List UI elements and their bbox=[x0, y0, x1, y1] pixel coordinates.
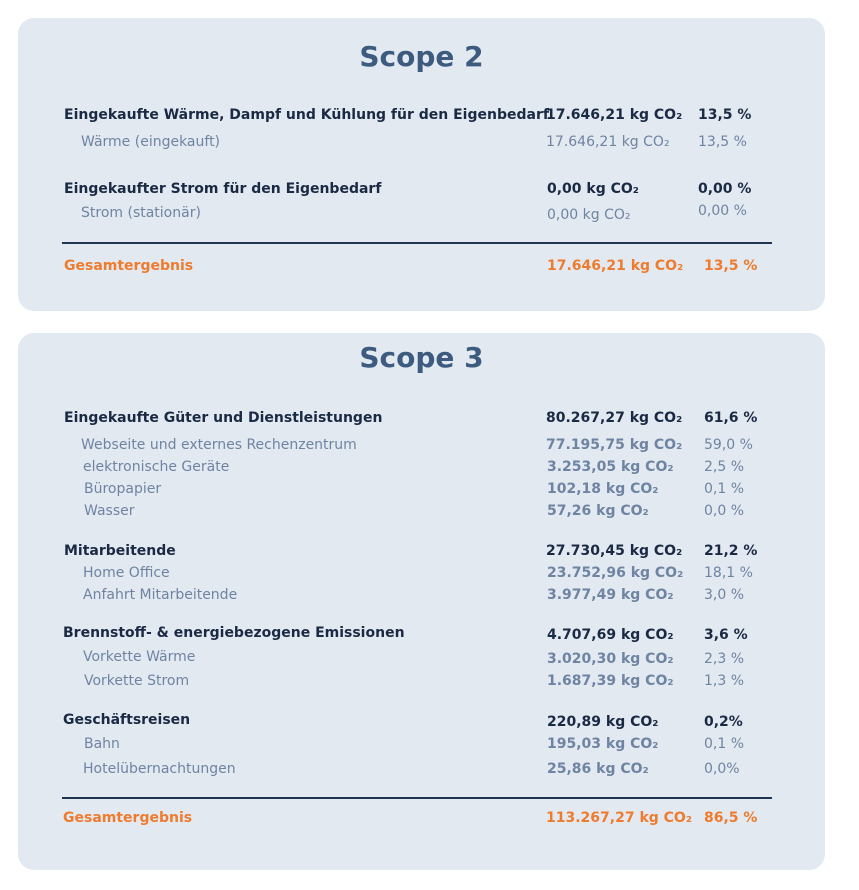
subcategory-value: 102,18 kg CO₂ bbox=[547, 481, 659, 497]
category-value: 80.267,27 kg CO₂ bbox=[546, 410, 683, 426]
subcategory-value: 3.020,30 kg CO₂ bbox=[547, 651, 674, 667]
category-row bbox=[18, 407, 825, 429]
category-percent: 13,5 % bbox=[698, 107, 752, 123]
subcategory-label: Anfahrt Mitarbeitende bbox=[83, 587, 238, 603]
subcategory-label: Vorkette Strom bbox=[84, 673, 190, 689]
subcategory-label: Webseite und externes Rechenzentrum bbox=[81, 437, 357, 453]
subcategory-row bbox=[18, 733, 825, 755]
total-label: Gesamtergebnis bbox=[64, 258, 194, 274]
subcategory-value: 3.253,05 kg CO₂ bbox=[547, 459, 674, 475]
subcategory-value: 1.687,39 kg CO₂ bbox=[547, 673, 674, 689]
subcategory-label: Hotelübernachtungen bbox=[83, 761, 236, 777]
category-value: 17.646,21 kg CO₂ bbox=[546, 107, 683, 123]
category-label: Eingekaufte Wärme, Dampf und Kühlung für den Eigenbedarf bbox=[64, 107, 549, 123]
scope-2-card bbox=[18, 18, 825, 311]
total-row bbox=[18, 255, 825, 277]
subcategory-value: 25,86 kg CO₂ bbox=[547, 761, 649, 777]
subcategory-label: Home Office bbox=[83, 565, 170, 581]
scope-3-card bbox=[18, 333, 825, 870]
category-row bbox=[18, 178, 825, 200]
subcategory-row bbox=[18, 478, 825, 500]
category-row bbox=[18, 104, 825, 126]
subcategory-row bbox=[18, 202, 825, 224]
total-percent: 86,5 % bbox=[704, 810, 758, 826]
category-label: Eingekaufte Güter und Dienstleistungen bbox=[64, 410, 383, 426]
total-value: 113.267,27 kg CO₂ bbox=[546, 810, 692, 826]
total-row bbox=[18, 807, 825, 829]
category-row bbox=[18, 540, 825, 562]
subcategory-percent: 0,00 % bbox=[698, 203, 747, 219]
subcategory-value: 57,26 kg CO₂ bbox=[547, 503, 649, 519]
category-value: 220,89 kg CO₂ bbox=[547, 714, 659, 730]
subcategory-row bbox=[18, 434, 825, 456]
divider bbox=[62, 242, 772, 244]
category-percent: 0,00 % bbox=[698, 181, 752, 197]
subcategory-percent: 0,0 % bbox=[704, 503, 745, 519]
subcategory-label: Wärme (eingekauft) bbox=[81, 134, 221, 150]
subcategory-row bbox=[18, 562, 825, 584]
subcategory-row bbox=[18, 758, 825, 780]
subcategory-percent: 18,1 % bbox=[704, 565, 753, 581]
category-label: Mitarbeitende bbox=[64, 543, 176, 559]
subcategory-value: 17.646,21 kg CO₂ bbox=[546, 134, 670, 150]
category-label: Geschäftsreisen bbox=[63, 712, 191, 728]
category-value: 4.707,69 kg CO₂ bbox=[547, 627, 674, 643]
subcategory-label: elektronische Geräte bbox=[83, 459, 230, 475]
total-value: 17.646,21 kg CO₂ bbox=[547, 258, 684, 274]
total-percent: 13,5 % bbox=[704, 258, 758, 274]
subcategory-row bbox=[18, 670, 825, 692]
subcategory-value: 0,00 kg CO₂ bbox=[547, 207, 631, 223]
subcategory-value: 23.752,96 kg CO₂ bbox=[547, 565, 684, 581]
subcategory-percent: 13,5 % bbox=[698, 134, 747, 150]
subcategory-row bbox=[18, 646, 825, 668]
subcategory-percent: 0,1 % bbox=[704, 481, 745, 497]
subcategory-value: 77.195,75 kg CO₂ bbox=[546, 437, 683, 453]
subcategory-row bbox=[18, 131, 825, 153]
category-percent: 61,6 % bbox=[704, 410, 758, 426]
subcategory-value: 195,03 kg CO₂ bbox=[547, 736, 659, 752]
category-row bbox=[18, 709, 825, 731]
subcategory-row bbox=[18, 500, 825, 522]
divider bbox=[62, 797, 772, 799]
subcategory-row bbox=[18, 456, 825, 478]
subcategory-percent: 3,0 % bbox=[704, 587, 745, 603]
scope-3-title: Scope 3 bbox=[359, 341, 484, 374]
subcategory-label: Büropapier bbox=[84, 481, 162, 497]
subcategory-percent: 1,3 % bbox=[704, 673, 745, 689]
subcategory-percent: 0,0% bbox=[704, 761, 740, 777]
subcategory-value: 3.977,49 kg CO₂ bbox=[547, 587, 674, 603]
subcategory-percent: 2,5 % bbox=[704, 459, 745, 475]
category-percent: 0,2% bbox=[704, 714, 743, 730]
category-value: 0,00 kg CO₂ bbox=[547, 181, 639, 197]
category-row bbox=[18, 622, 825, 644]
subcategory-label: Wasser bbox=[84, 503, 135, 519]
subcategory-label: Vorkette Wärme bbox=[83, 649, 196, 665]
subcategory-percent: 0,1 % bbox=[704, 736, 745, 752]
total-label: Gesamtergebnis bbox=[63, 810, 193, 826]
category-percent: 21,2 % bbox=[704, 543, 758, 559]
subcategory-label: Strom (stationär) bbox=[81, 205, 201, 221]
subcategory-row bbox=[18, 584, 825, 606]
subcategory-percent: 2,3 % bbox=[704, 651, 745, 667]
subcategory-percent: 59,0 % bbox=[704, 437, 753, 453]
category-percent: 3,6 % bbox=[704, 627, 748, 643]
subcategory-label: Bahn bbox=[84, 736, 120, 752]
category-label: Brennstoff- & energiebezogene Emissionen bbox=[63, 625, 405, 641]
category-value: 27.730,45 kg CO₂ bbox=[546, 543, 683, 559]
category-label: Eingekaufter Strom für den Eigenbedarf bbox=[64, 181, 382, 197]
scope-2-title: Scope 2 bbox=[359, 40, 484, 73]
